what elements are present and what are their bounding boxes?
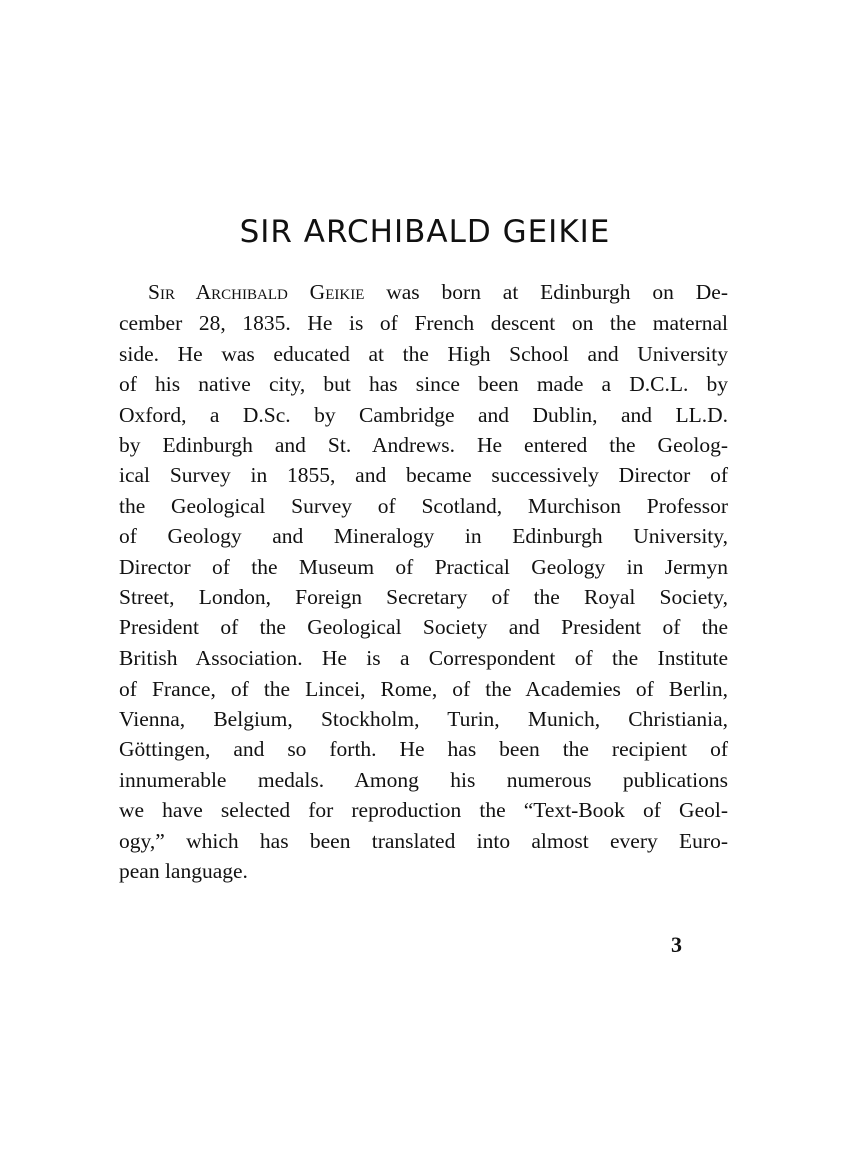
body-line: cember 28, 1835. He is of French descent on the maternal bbox=[119, 311, 728, 335]
body-line: ical Survey in 1855, and became successively Director of bbox=[119, 463, 728, 487]
body-line: British Association. He is a Correspondent of the Institute bbox=[119, 646, 728, 670]
body-line: pean language. bbox=[119, 859, 248, 883]
page-number: 3 bbox=[671, 932, 682, 957]
body-line: we have selected for reproduction the “Text-Book of Geol- bbox=[119, 798, 728, 822]
body-line bbox=[148, 280, 728, 304]
body-line: of his native city, but has since been made a D.C.L. by bbox=[119, 372, 728, 396]
lead-name: Sir Archibald Geikie bbox=[148, 280, 365, 304]
body-line: Street, London, Foreign Secretary of the Royal Society, bbox=[119, 585, 728, 609]
body-line: of Geology and Mineralogy in Edinburgh University, bbox=[119, 524, 728, 548]
body-line: by Edinburgh and St. Andrews. He entered the Geolog- bbox=[119, 433, 728, 457]
body-line-text: was born at Edinburgh on De- bbox=[364, 280, 728, 304]
body-line: Göttingen, and so forth. He has been the recipient of bbox=[119, 737, 728, 761]
page-title: SIR ARCHIBALD GEIKIE bbox=[239, 214, 611, 250]
body-line: Oxford, a D.Sc. by Cambridge and Dublin, and LL.D. bbox=[119, 403, 728, 427]
body-line: ogy,” which has been translated into almost every Euro- bbox=[119, 829, 728, 853]
body-line: Vienna, Belgium, Stockholm, Turin, Munich, Christiania, bbox=[119, 707, 728, 731]
body-line: Director of the Museum of Practical Geology in Jermyn bbox=[119, 555, 728, 579]
body-line: innumerable medals. Among his numerous publications bbox=[119, 768, 728, 792]
body-line: of France, of the Lincei, Rome, of the Academies of Berlin, bbox=[119, 677, 728, 701]
body-line: side. He was educated at the High School and University bbox=[119, 342, 728, 366]
body-line: the Geological Survey of Scotland, Murchison Professor bbox=[119, 494, 728, 518]
body-line: President of the Geological Society and President of the bbox=[119, 615, 728, 639]
